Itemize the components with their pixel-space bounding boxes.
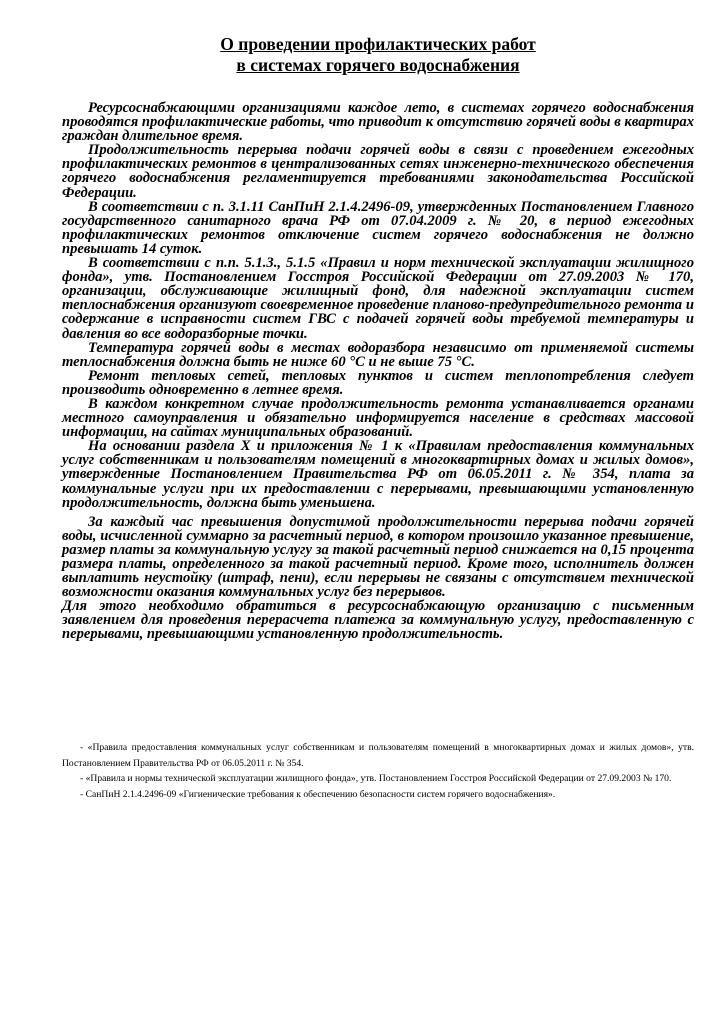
paragraph: Температура горячей воды в местах водоразбора независимо от применяемой системы теплоснабжения должна быть не ниже 60 °С и не выше 75 °С. — [62, 339, 694, 370]
paragraph: За каждый час превышения допустимой продолжительности перерыва подачи горячей воды, исчисленной суммарно за расчетный период, в котором произошло указанное превышение, размер платы за коммунальную услугу за такой расчетный период снижается на 0,15 процента размера платы, определенного за такой расчетный период. Кроме того, исполнитель должен выплатить неустойку (штраф, пени), если перерывы не связаны с отсутствием технической возможности оказания коммунальных услуг без перерывов. — [62, 513, 694, 601]
document-page — [62, 34, 694, 642]
document-title — [62, 34, 694, 76]
title-line-2: в системах горячего водоснабжения — [236, 55, 520, 75]
paragraph: Ресурсоснабжающими организациями каждое лето, в системах горячего водоснабжения проводятся профилактические работы, что приводит к отсутствию горячей воды в квартирах граждан длительное время. — [62, 100, 694, 145]
footnotes — [62, 740, 694, 802]
paragraph: Ремонт тепловых сетей, тепловых пунктов и систем теплопотребления следует производить одновременно в летнее время. — [62, 367, 694, 398]
paragraph: Продолжительность перерыва подачи горячей воды в связи с проведением ежегодных профилактических ремонтов в централизованных сетях инженерно-технического обеспечения горячего водоснабжения регламентируется требованиями законодательства Российской Федерации. — [62, 142, 694, 201]
document-body — [62, 101, 694, 642]
paragraph: В соответствии с п. 3.1.11 СанПиН 2.1.4.2496-09, утвержденных Постановлением Главного государственного санитарного врача РФ от 07.04.2009 г. № 20, в период ежегодных профилактических ремонтов отключение систем горячего водоснабжения не должно превышать 14 суток. — [62, 198, 694, 257]
paragraph: На основании раздела X и приложения № 1 к «Правилам предоставления коммунальных услуг собственникам и пользователям помещений в многоквартирных домах и жилых домов», утвержденные Постановлением Правительства РФ от 06.05.2011 г. № 354, плата за коммунальные услуги при их предоставлении с перерывами, превышающими установленную продолжительность, должна быть уменьшена. — [62, 438, 694, 511]
footnote: - «Правила предоставления коммунальных услуг собственникам и пользователям помещений в многоквартирных домах и жилых домов», утв. Постановлением Правительства РФ от 06.05.2011 г. № 354. — [62, 742, 694, 769]
paragraph: В соответствии с п.п. 5.1.3., 5.1.5 «Правил и норм технической эксплуатации жилищного фонда», утв. Постановлением Госстроя Российской Федерации от 27.09.2003 № 170, организации, обслуживающие жилищный фонд, для надежной эксплуатации систем теплоснабжения организуют своевременное проведение планово-предупредительного ремонта и содержание в исправности систем ГВС с подачей горячей воды требуемой температуры и давления во все водоразборные точки. — [62, 255, 694, 342]
title-line-1: О проведении профилактических работ — [220, 34, 536, 54]
footnote: - СанПиН 2.1.4.2496-09 «Гигиенические требования к обеспечению безопасности систем горячего водоснабжения». — [80, 788, 556, 800]
footnote: - «Правила и нормы технической эксплуатации жилищного фонда», утв. Постановлением Госстроя Российской Федерации от 27.09.2003 № 170. — [80, 773, 672, 784]
paragraph: Для этого необходимо обратиться в ресурсоснабжающую организацию с письменным заявлением для проведения перерасчета платежа за коммунальную услугу, предоставленную с перерывами, превышающими установленную продолжительность. — [62, 598, 694, 643]
paragraph: В каждом конкретном случае продолжительность ремонта устанавливается органами местного самоуправления и обязательно информируется население в средствах массовой информации, на сайтах муниципальных образований. — [62, 395, 694, 441]
